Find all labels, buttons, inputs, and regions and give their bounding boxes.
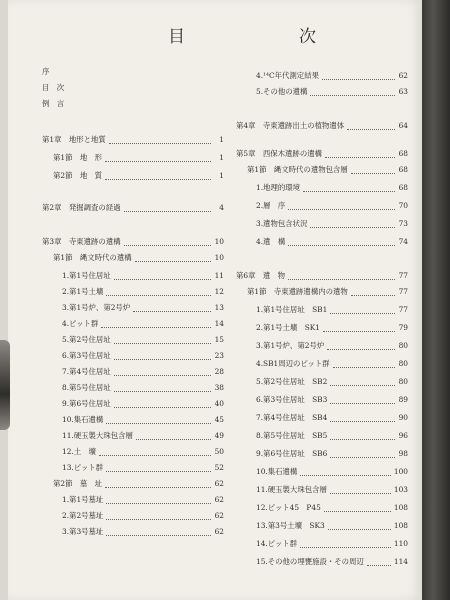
toc-entry-title: 11.硬玉製大珠包含層 [256, 485, 327, 494]
toc-entry-page: 62 [214, 527, 224, 536]
toc-entry-title: 2.層 序 [256, 201, 286, 210]
toc-entry-title: 第1節 地 形 [53, 153, 103, 162]
toc-entry-title: 1.地理的環境 [256, 183, 301, 192]
leader-dots [333, 361, 395, 368]
leader-dots [303, 185, 395, 192]
leader-dots [323, 325, 395, 332]
toc-entry [236, 304, 408, 316]
toc-entry [236, 236, 408, 248]
toc-entry-page: 96 [398, 431, 408, 440]
toc-left-column [42, 66, 224, 538]
toc-entry-title: 第6章 遺 物 [236, 271, 286, 280]
toc-entry-title: 第2節 地 質 [53, 171, 103, 180]
toc-entry-page: 90 [398, 413, 408, 422]
leader-dots [330, 433, 395, 440]
toc-entry-page: 108 [393, 521, 408, 530]
toc-entry [42, 430, 224, 442]
toc-entry-page: 45 [214, 415, 224, 424]
leader-dots [136, 433, 211, 440]
leader-dots [330, 397, 395, 404]
toc-entry [42, 286, 224, 298]
toc-entry [236, 448, 408, 460]
toc-entry-page: 110 [393, 539, 408, 548]
toc-entry-title: 序 [42, 67, 50, 76]
leader-dots [124, 239, 211, 246]
toc-entry-title: 8.第5号住居址 [62, 383, 111, 392]
toc-entry-title: 例 言 [42, 99, 65, 108]
leader-dots [300, 541, 391, 548]
toc-entry-title: 2.第1号土壙 SK1 [256, 323, 320, 332]
toc-entry-page: 70 [398, 201, 408, 210]
leader-dots [101, 321, 211, 328]
toc-entry [236, 340, 408, 352]
leader-dots [124, 205, 211, 212]
binding-clip [0, 340, 10, 430]
leader-dots [114, 337, 211, 344]
leader-dots [300, 469, 391, 476]
toc-entry-page: 40 [214, 399, 224, 408]
toc-entry [236, 200, 408, 212]
toc-entry-page: 10 [214, 253, 224, 262]
leader-dots [330, 487, 391, 494]
leader-dots [328, 523, 391, 530]
book-edge [422, 0, 450, 600]
toc-entry [236, 484, 408, 496]
toc-entry [42, 494, 224, 506]
page-title [168, 22, 318, 47]
leader-dots [330, 415, 395, 422]
toc-entry [236, 322, 408, 334]
leader-dots [106, 497, 211, 504]
toc-entry-title: 1.第1号住居址 [62, 271, 111, 280]
leader-dots [135, 255, 211, 262]
toc-entry [42, 202, 224, 214]
toc-entry [42, 236, 224, 248]
toc-entry [42, 134, 224, 146]
leader-dots [106, 529, 211, 536]
leader-dots [347, 123, 395, 130]
toc-entry-title: 3.第1号炉、第2号炉 [256, 341, 325, 350]
toc-entry-page: 74 [398, 237, 408, 246]
toc-entry-page: 80 [398, 377, 408, 386]
toc-entry-title: 5.第2号住居址 [62, 335, 111, 344]
toc-entry-title: 4.SB1周辺のピット群 [256, 359, 330, 368]
toc-entry [42, 526, 224, 538]
toc-entry-page: 10 [214, 237, 224, 246]
toc-entry-page: 14 [214, 319, 224, 328]
toc-entry [236, 394, 408, 406]
leader-dots [330, 379, 395, 386]
toc-entry-page: 4 [219, 203, 224, 212]
toc-entry-title: 4.遺 構 [256, 237, 286, 246]
toc-entry [236, 70, 408, 82]
toc-entry [236, 286, 408, 298]
toc-entry [42, 414, 224, 426]
leader-dots [114, 273, 211, 280]
toc-entry [42, 302, 224, 314]
toc-entry-page: 13 [214, 303, 224, 312]
toc-entry-page: 38 [214, 383, 224, 392]
toc-entry-page: 108 [393, 503, 408, 512]
toc-entry-title: 2.第2号墓址 [62, 511, 104, 520]
toc-entry-page: 80 [398, 359, 408, 368]
toc-entry-title: 第4章 寺東遺跡出土の植物遺体 [236, 121, 345, 130]
toc-entry [42, 382, 224, 394]
leader-dots [114, 369, 211, 376]
toc-entry-title: 15.その他の埋甕施設・その周辺 [256, 557, 364, 566]
toc-entry-page: 63 [398, 87, 408, 96]
toc-entry-page: 15 [214, 335, 224, 344]
toc-entry [236, 466, 408, 478]
toc-entry-page: 68 [398, 183, 408, 192]
leader-dots [322, 73, 395, 80]
leader-dots [310, 221, 395, 228]
toc-entry [236, 358, 408, 370]
toc-entry-title: 8.第5号住居址 SB5 [256, 431, 328, 440]
toc-entry-page: 64 [398, 121, 408, 130]
toc-entry [42, 398, 224, 410]
toc-entry-page: 62 [398, 71, 408, 80]
leader-dots [106, 465, 211, 472]
toc-entry [236, 520, 408, 532]
toc-entry [42, 366, 224, 378]
leader-dots [99, 449, 211, 456]
toc-entry-title: 1.第1号住居址 SB1 [256, 305, 328, 314]
leader-dots [330, 451, 395, 458]
toc-entry-title: 2.第1号土壙 [62, 287, 104, 296]
toc-entry-page: 23 [214, 351, 224, 360]
toc-entry-title: 7.第4号住居址 [62, 367, 111, 376]
toc-entry [42, 510, 224, 522]
toc-entry [42, 82, 224, 94]
toc-entry [42, 152, 224, 164]
leader-dots [288, 239, 395, 246]
toc-entry-page: 89 [398, 395, 408, 404]
leader-dots [133, 305, 211, 312]
toc-entry [42, 462, 224, 474]
toc-entry-page: 1 [219, 135, 224, 144]
toc-entry-title: 12.土 壙 [62, 447, 96, 456]
toc-entry-title: 5.第2号住居址 SB2 [256, 377, 328, 386]
toc-entry-page: 62 [214, 479, 224, 488]
leader-dots [106, 289, 211, 296]
leader-dots [105, 155, 211, 162]
toc-entry-page: 80 [398, 341, 408, 350]
leader-dots [105, 173, 211, 180]
toc-entry [42, 170, 224, 182]
toc-entry [42, 98, 224, 110]
toc-entry [236, 270, 408, 282]
toc-entry [236, 430, 408, 442]
toc-entry-page: 52 [214, 463, 224, 472]
toc-entry [42, 350, 224, 362]
toc-entry-title: 7.第4号住居址 SB4 [256, 413, 328, 422]
leader-dots [367, 559, 391, 566]
leader-dots [114, 353, 211, 360]
toc-entry [42, 252, 224, 264]
toc-entry-page: 79 [398, 323, 408, 332]
toc-entry [236, 412, 408, 424]
toc-entry-title: 第1節 縄文時代の遺物包含層 [247, 165, 348, 174]
toc-entry-page: 28 [214, 367, 224, 376]
toc-entry-title: 第2章 発掘調査の経過 [42, 203, 121, 212]
toc-entry-page: 1 [219, 171, 224, 180]
leader-dots [351, 167, 395, 174]
leader-dots [114, 385, 211, 392]
toc-entry-page: 68 [398, 165, 408, 174]
toc-entry [236, 218, 408, 230]
leader-dots [310, 89, 395, 96]
leader-dots [324, 505, 391, 512]
toc-entry-page: 50 [214, 447, 224, 456]
toc-entry-title: 13.ピット群 [62, 463, 104, 472]
toc-entry-page: 62 [214, 495, 224, 504]
leader-dots [105, 481, 211, 488]
leader-dots [327, 343, 395, 350]
toc-entry [236, 164, 408, 176]
toc-entry-page: 73 [398, 219, 408, 228]
toc-entry-title: 3.遺物包含状況 [256, 219, 308, 228]
toc-entry [236, 376, 408, 388]
toc-entry-title: 第1節 寺東遺跡遺構内の遺物 [247, 287, 348, 296]
toc-entry-title: 12.ピット45 P45 [256, 503, 321, 512]
toc-entry-page: 68 [398, 149, 408, 158]
toc-entry-title: 第3章 寺東遺跡の遺構 [42, 237, 121, 246]
toc-entry-page: 11 [214, 271, 224, 280]
toc-entry-title: 5.その他の遺構 [256, 87, 308, 96]
toc-entry [236, 182, 408, 194]
toc-entry-title: 4.¹⁴C年代測定結果 [256, 71, 319, 80]
toc-entry-title: 6.第3号住居址 [62, 351, 111, 360]
toc-entry-title: 9.第6号住居址 [62, 399, 111, 408]
leader-dots [351, 289, 395, 296]
toc-entry-title: 3.第1号炉、第2号炉 [62, 303, 131, 312]
toc-entry-title: 6.第3号住居址 SB3 [256, 395, 328, 404]
leader-dots [325, 151, 395, 158]
toc-entry [236, 556, 408, 568]
toc-entry [236, 86, 408, 98]
toc-entry-title: 第2節 墓 址 [53, 479, 103, 488]
toc-entry [42, 66, 224, 78]
document-page [8, 0, 422, 600]
toc-entry-title: 9.第6号住居址 SB6 [256, 449, 328, 458]
toc-entry-page: 103 [393, 485, 408, 494]
toc-entry [236, 538, 408, 550]
leader-dots [288, 273, 395, 280]
toc-entry-page: 49 [214, 431, 224, 440]
title-char-right: 次 [299, 27, 318, 47]
toc-entry-title: 1.第1号墓址 [62, 495, 104, 504]
toc-entry-title: 11.硬玉製大珠包含層 [62, 431, 133, 440]
toc-entry-title: 第5章 西保木遺跡の遺構 [236, 149, 323, 158]
toc-entry [42, 270, 224, 282]
toc-entry-title: 10.集石遺構 [62, 415, 104, 424]
toc-entry-title: 第1節 縄文時代の遺構 [53, 253, 132, 262]
leader-dots [109, 137, 211, 144]
toc-entry-page: 98 [398, 449, 408, 458]
toc-entry-page: 77 [398, 305, 408, 314]
toc-entry-title: 目 次 [42, 83, 65, 92]
toc-right-column [236, 70, 408, 568]
toc-entry-page: 77 [398, 271, 408, 280]
toc-entry [236, 120, 408, 132]
toc-entry [42, 318, 224, 330]
toc-entry-page: 1 [219, 153, 224, 162]
toc-entry [42, 478, 224, 490]
toc-entry-page: 100 [393, 467, 408, 476]
toc-entry-page: 77 [398, 287, 408, 296]
leader-dots [106, 417, 211, 424]
toc-entry-title: 第1章 地形と地質 [42, 135, 106, 144]
toc-entry [236, 502, 408, 514]
toc-entry-page: 114 [393, 557, 408, 566]
toc-entry-title: 13.第3号土壙 SK3 [256, 521, 325, 530]
toc-entry [236, 148, 408, 160]
toc-entry-title: 10.集石遺構 [256, 467, 298, 476]
leader-dots [106, 513, 211, 520]
toc-entry [42, 446, 224, 458]
leader-dots [288, 203, 395, 210]
title-char-left: 目 [168, 27, 187, 47]
toc-entry-page: 12 [214, 287, 224, 296]
toc-entry-page: 62 [214, 511, 224, 520]
leader-dots [114, 401, 211, 408]
toc-entry [42, 334, 224, 346]
toc-entry-title: 3.第3号墓址 [62, 527, 104, 536]
leader-dots [330, 307, 395, 314]
toc-entry-title: 14.ピット群 [256, 539, 298, 548]
toc-entry-title: 4.ピット群 [62, 319, 99, 328]
